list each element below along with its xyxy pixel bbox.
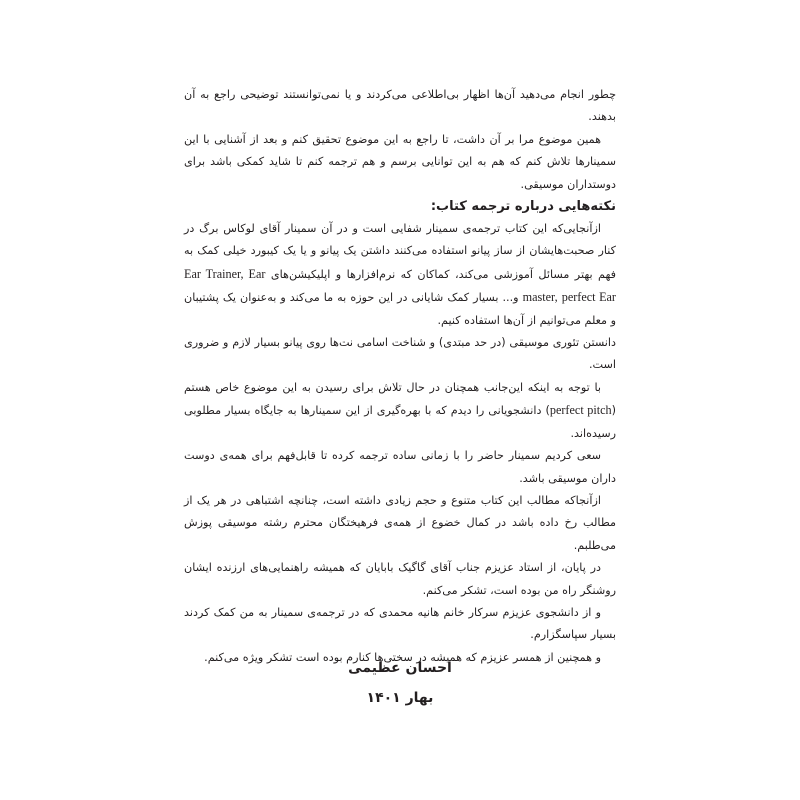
note-paragraph-2: دانستن تئوری موسیقی (در حد مبتدی) و شناخت اسامی نت‌ها روی پیانو بسیار لازم و ضروری است. <box>184 336 616 372</box>
intro-paragraph-1: چطور انجام می‌دهید آن‌ها اظهار بی‌اطلاعی می‌کردند و یا نمی‌توانستند توضیحی راجع به آن بدهند. <box>184 88 616 124</box>
note-paragraph-7: و از دانشجوی عزیزم سرکار خانم هانیه محمدی که در ترجمه‌ی سمینار به من کمک کردند بسیار سپاسگزارم. <box>184 605 616 642</box>
note-paragraph-4: سعی کردیم سمینار حاضر را با زمانی ساده ترجمه کرده تا قابل‌فهم برای همه‌ی دوست داران موسیقی باشد. <box>184 449 616 485</box>
note-1-text-b: و... بسیار کمک شایانی در این حوزه به ما می‌کند و به‌عنوان یک پشتیبان و معلم می‌توانیم از آن‌ها استفاده کنیم. <box>184 291 616 327</box>
note-1-text-a: ازآنجایی‌که این کتاب ترجمه‌ی سمینار شفایی است و در آن سمینار آقای لوکاس برگ در کنار صحبت‌هایشان از ساز پیانو استفاده می‌کنند داشتن یک پیانو و یا یک کیبورد خیلی کمک به فهم بهتر مسائل آموزشی می‌کند، کماکان که نرم‌افزارها و اپلیکیشن‌های <box>184 222 616 281</box>
author-name: احسان عظیمی <box>348 660 452 676</box>
note-paragraph-1 <box>184 218 616 332</box>
note-paragraph-6: در پایان، از استاد عزیزم جناب آقای گاگیک بابایان که همیشه راهنمایی‌های ارزنده ایشان روشنگر راه من بوده است، تشکر می‌کنم. <box>184 561 616 597</box>
section-heading: نکته‌هایی درباره ترجمه کتاب: <box>430 199 616 215</box>
note-paragraph-3: با توجه به اینکه این‌جانب همچنان در حال تلاش برای رسیدن به این موضوع خاص هستم (perfect pitch) دانشجویانی را دیدم که با بهره‌گیری از این سمینارها به جایگاه بسیار مطلوبی رسیده‌اند. <box>184 380 616 440</box>
note-1-english-apps: Ear Trainer, Ear master, <box>184 266 558 305</box>
body-text <box>184 84 616 669</box>
signature-date: بهار ۱۴۰۱ <box>366 690 434 706</box>
note-paragraph-5: ازآنجاکه مطالب این کتاب متنوع و حجم زیادی داشته است، چنانچه اشتباهی در هر یک از مطالب رخ داده باشد در کمال خضوع از همه‌ی فرهیختگان محترم رشته موسیقی پوزش می‌طلبم. <box>184 493 616 552</box>
note-3-text-b: دانشجویانی را دیدم که با بهره‌گیری از این سمینارها به جایگاه بسیار مطلوبی رسیده‌اند. <box>184 404 616 440</box>
note-paragraph-8: و همچنین از همسر عزیزم که همیشه در سختی‌ها کنارم بوده است تشکر ویژه می‌کنم. <box>204 650 601 664</box>
note-1-english-app: perfect Ear <box>561 290 616 305</box>
intro-paragraph-2: همین موضوع مرا بر آن داشت، تا راجع به این موضوع تحقیق کنم و بعد از آشنایی با این سمینارها تلاش کنم که هم به این توانایی برسم و هم ترجمه کنم تا شاید کمکی باشد برای دوستداران موسیقی. <box>184 132 616 191</box>
note-3-text-a: با توجه به اینکه این‌جانب همچنان در حال تلاش برای رسیدن به این موضوع خاص هستم <box>184 380 601 394</box>
note-3-english-term: perfect pitch <box>549 403 612 418</box>
